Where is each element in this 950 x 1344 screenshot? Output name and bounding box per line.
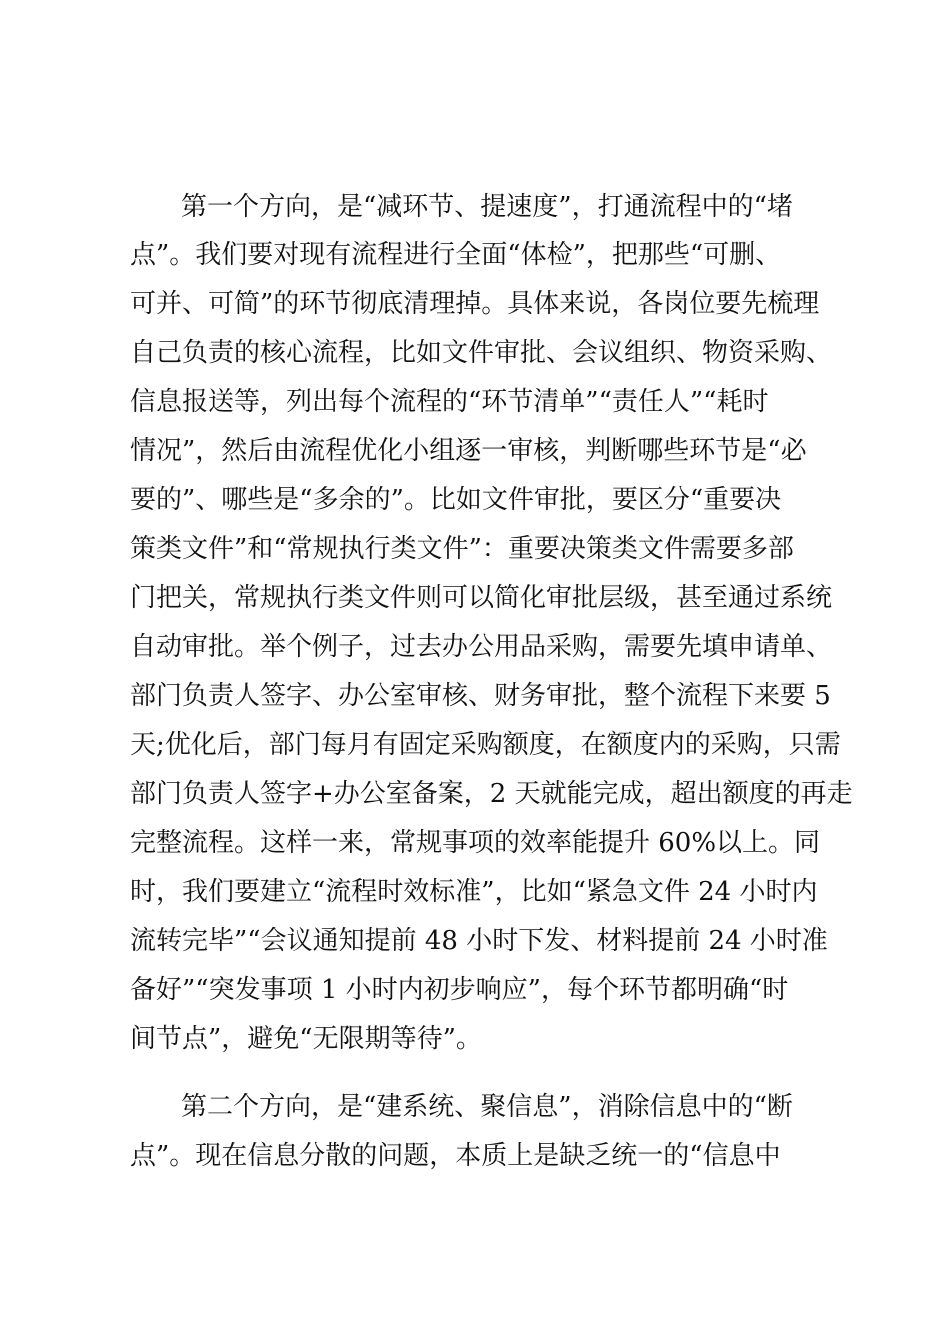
paragraph-1-line-16: 流转完毕”“会议通知提前 48 小时下发、材料提前 24 小时准 bbox=[130, 926, 828, 956]
paragraph-1-line-11: 部门负责人签字、办公室审核、财务审批，整个流程下来要 5 bbox=[130, 681, 831, 711]
paragraph-1-line-18: 间节点”，避免“无限期等待”。 bbox=[130, 1024, 482, 1054]
paragraph-1-line-5: 信息报送等，列出每个流程的“环节清单”“责任人”“耗时 bbox=[130, 387, 769, 417]
paragraph-1-line-6: 情况”，然后由流程优化小组逐一审核，判断哪些环节是“必 bbox=[130, 436, 807, 466]
paragraph-1-line-13: 部门负责人签字+办公室备案，2 天就能完成，超出额度的再走 bbox=[130, 779, 853, 809]
paragraph-1-line-1: 第一个方向，是“减环节、提速度”，打通流程中的“堵 bbox=[181, 192, 793, 222]
paragraph-1-line-10: 自动审批。举个例子，过去办公用品采购，需要先填申请单、 bbox=[130, 632, 833, 662]
paragraph-2-line-1: 第二个方向，是“建系统、聚信息”，消除信息中的“断 bbox=[181, 1092, 793, 1122]
paragraph-1-line-7: 要的”、哪些是“多余的”。比如文件审批，要区分“重要决 bbox=[130, 485, 782, 515]
paragraph-1-line-14: 完整流程。这样一来，常规事项的效率能提升 60%以上。同 bbox=[130, 828, 821, 858]
paragraph-1-line-8: 策类文件”和“常规执行类文件”：重要决策类文件需要多部 bbox=[130, 534, 794, 564]
paragraph-2-line-2: 点”。现在信息分散的问题，本质上是缺乏统一的“信息中 bbox=[130, 1141, 781, 1171]
paragraph-1-line-3: 可并、可简”的环节彻底清理掉。具体来说，各岗位要先梳理 bbox=[130, 289, 820, 319]
paragraph-1-line-2: 点”。我们要对现有流程进行全面“体检”，把那些“可删、 bbox=[130, 240, 782, 270]
paragraph-1-line-15: 时，我们要建立“流程时效标准”，比如“紧急文件 24 小时内 bbox=[130, 877, 818, 907]
paragraph-1-line-9: 门把关，常规执行类文件则可以简化审批层级，甚至通过系统 bbox=[130, 583, 833, 613]
paragraph-1-line-12: 天;优化后，部门每月有固定采购额度，在额度内的采购，只需 bbox=[130, 730, 841, 760]
paragraph-1-line-17: 备好”“突发事项 1 小时内初步响应”，每个环节都明确“时 bbox=[130, 975, 789, 1005]
paragraph-1-line-4: 自己负责的核心流程，比如文件审批、会议组织、物资采购、 bbox=[130, 338, 833, 368]
